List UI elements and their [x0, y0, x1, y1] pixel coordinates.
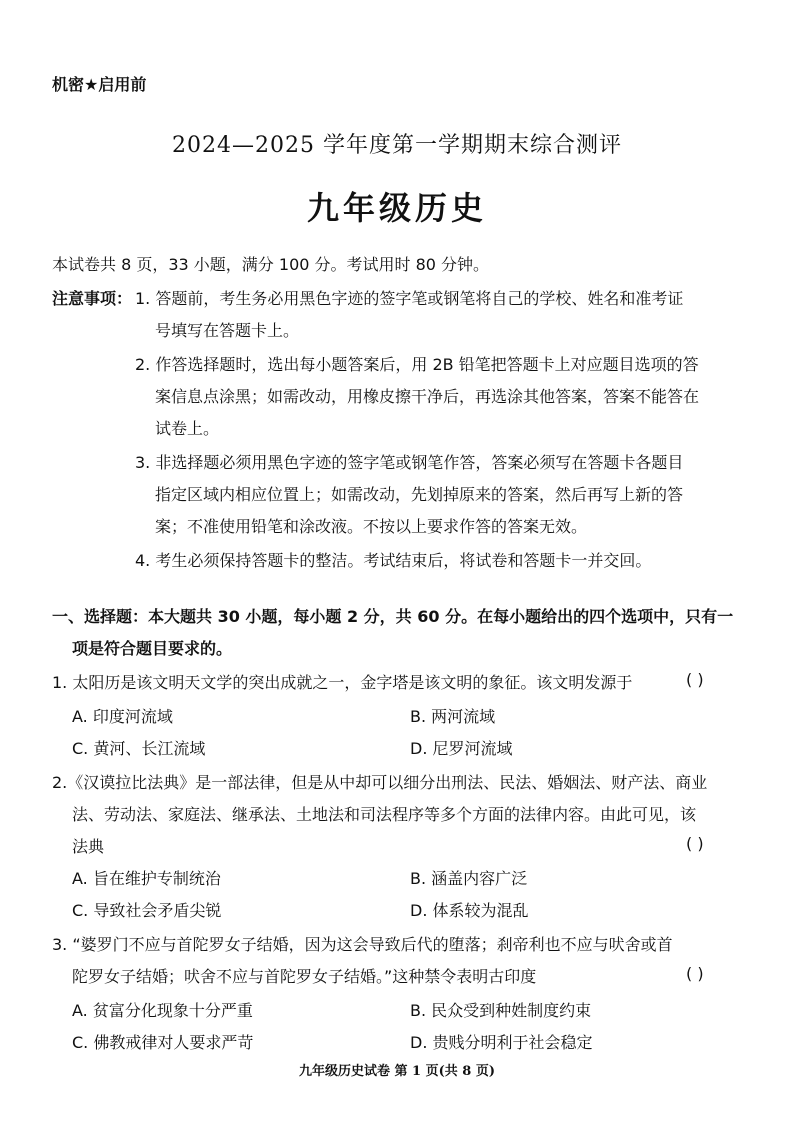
q2-option-b: B. 涵盖内容广泛 [410, 869, 528, 888]
q1-option-c: C. 黄河、长江流域 [72, 739, 206, 758]
q2-stem-line-1: 2.《汉谟拉比法典》是一部法律，但是从中却可以细分出刑法、民法、婚姻法、财产法、商业 [52, 773, 708, 792]
q1-answer-paren: ( ) [686, 670, 704, 689]
q2-option-c: C. 导致社会矛盾尖锐 [72, 901, 222, 920]
q3-option-b: B. 民众受到种姓制度约束 [410, 1001, 592, 1020]
section-heading-line-2: 项是符合题目要求的。 [72, 639, 233, 658]
q1-option-b: B. 两河流域 [410, 707, 496, 726]
q3-option-a: A. 贫富分化现象十分严重 [72, 1001, 253, 1020]
q2-option-d: D. 体系较为混乱 [410, 901, 529, 920]
note-3-line-2: 指定区域内相应位置上；如需改动，先划掉原来的答案，然后再写上新的答 [155, 485, 684, 504]
page-footer: 九年级历史试卷 第 1 页(共 8 页) [298, 1064, 496, 1079]
note-2-line-1: 2. 作答选择题时，选出每小题答案后，用 2B 铅笔把答题卡上对应题目选项的答 [135, 355, 699, 374]
q2-answer-paren: ( ) [686, 834, 704, 853]
notes-label: 注意事项： [52, 289, 133, 308]
q1-option-d: D. 尼罗河流域 [410, 739, 513, 758]
intro-text: 本试卷共 8 页，33 小题，满分 100 分。考试用时 80 分钟。 [52, 255, 490, 274]
note-1-line-2: 号填写在答题卡上。 [155, 321, 300, 340]
q3-stem-line-2: 陀罗女子结婚；吠舍不应与首陀罗女子结婚。”这种禁令表明古印度 [72, 967, 537, 986]
q2-stem-line-2: 法、劳动法、家庭法、继承法、土地法和司法程序等多个方面的法律内容。由此可见，该 [72, 805, 697, 824]
note-3-line-1: 3. 非选择题必须用黑色字迹的签字笔或钢笔作答，答案必须写在答题卡各题目 [135, 453, 684, 472]
note-2-line-2: 案信息点涂黑；如需改动，用橡皮擦干净后，再选涂其他答案，答案不能答在 [155, 387, 700, 406]
exam-title: 2024—2025 学年度第一学期期末综合测评 [172, 133, 622, 158]
q1-option-a: A. 印度河流域 [72, 707, 173, 726]
section-heading-line-1: 一、选择题：本大题共 30 小题，每小题 2 分，共 60 分。在每小题给出的四个选项中，只有一 [52, 607, 734, 626]
q3-answer-paren: ( ) [686, 964, 704, 983]
note-1-line-1: 1. 答题前，考生务必用黑色字迹的签字笔或钢笔将自己的学校、姓名和准考证 [135, 289, 684, 308]
q2-option-a: A. 旨在维护专制统治 [72, 869, 221, 888]
q3-stem-line-1: 3. “婆罗门不应与首陀罗女子结婚，因为这会导致后代的堕落；刹帝利也不应与吠舍或首 [52, 935, 673, 954]
q2-stem-line-3: 法典 [72, 837, 105, 856]
note-3-line-3: 案；不准使用铅笔和涂改液。不按以上要求作答的答案无效。 [155, 517, 588, 536]
subject-title: 九年级历史 [306, 189, 487, 227]
note-4: 4. 考生必须保持答题卡的整洁。考试结束后，将试卷和答题卡一并交回。 [135, 551, 652, 570]
q3-option-d: D. 贵贱分明利于社会稳定 [410, 1033, 593, 1052]
q1-stem: 1. 太阳历是该文明天文学的突出成就之一，金字塔是该文明的象征。该文明发源于 [52, 673, 633, 692]
note-2-line-3: 试卷上。 [155, 419, 220, 438]
q3-option-c: C. 佛教戒律对人要求严苛 [72, 1033, 254, 1052]
confidential-mark: 机密★启用前 [52, 75, 147, 94]
